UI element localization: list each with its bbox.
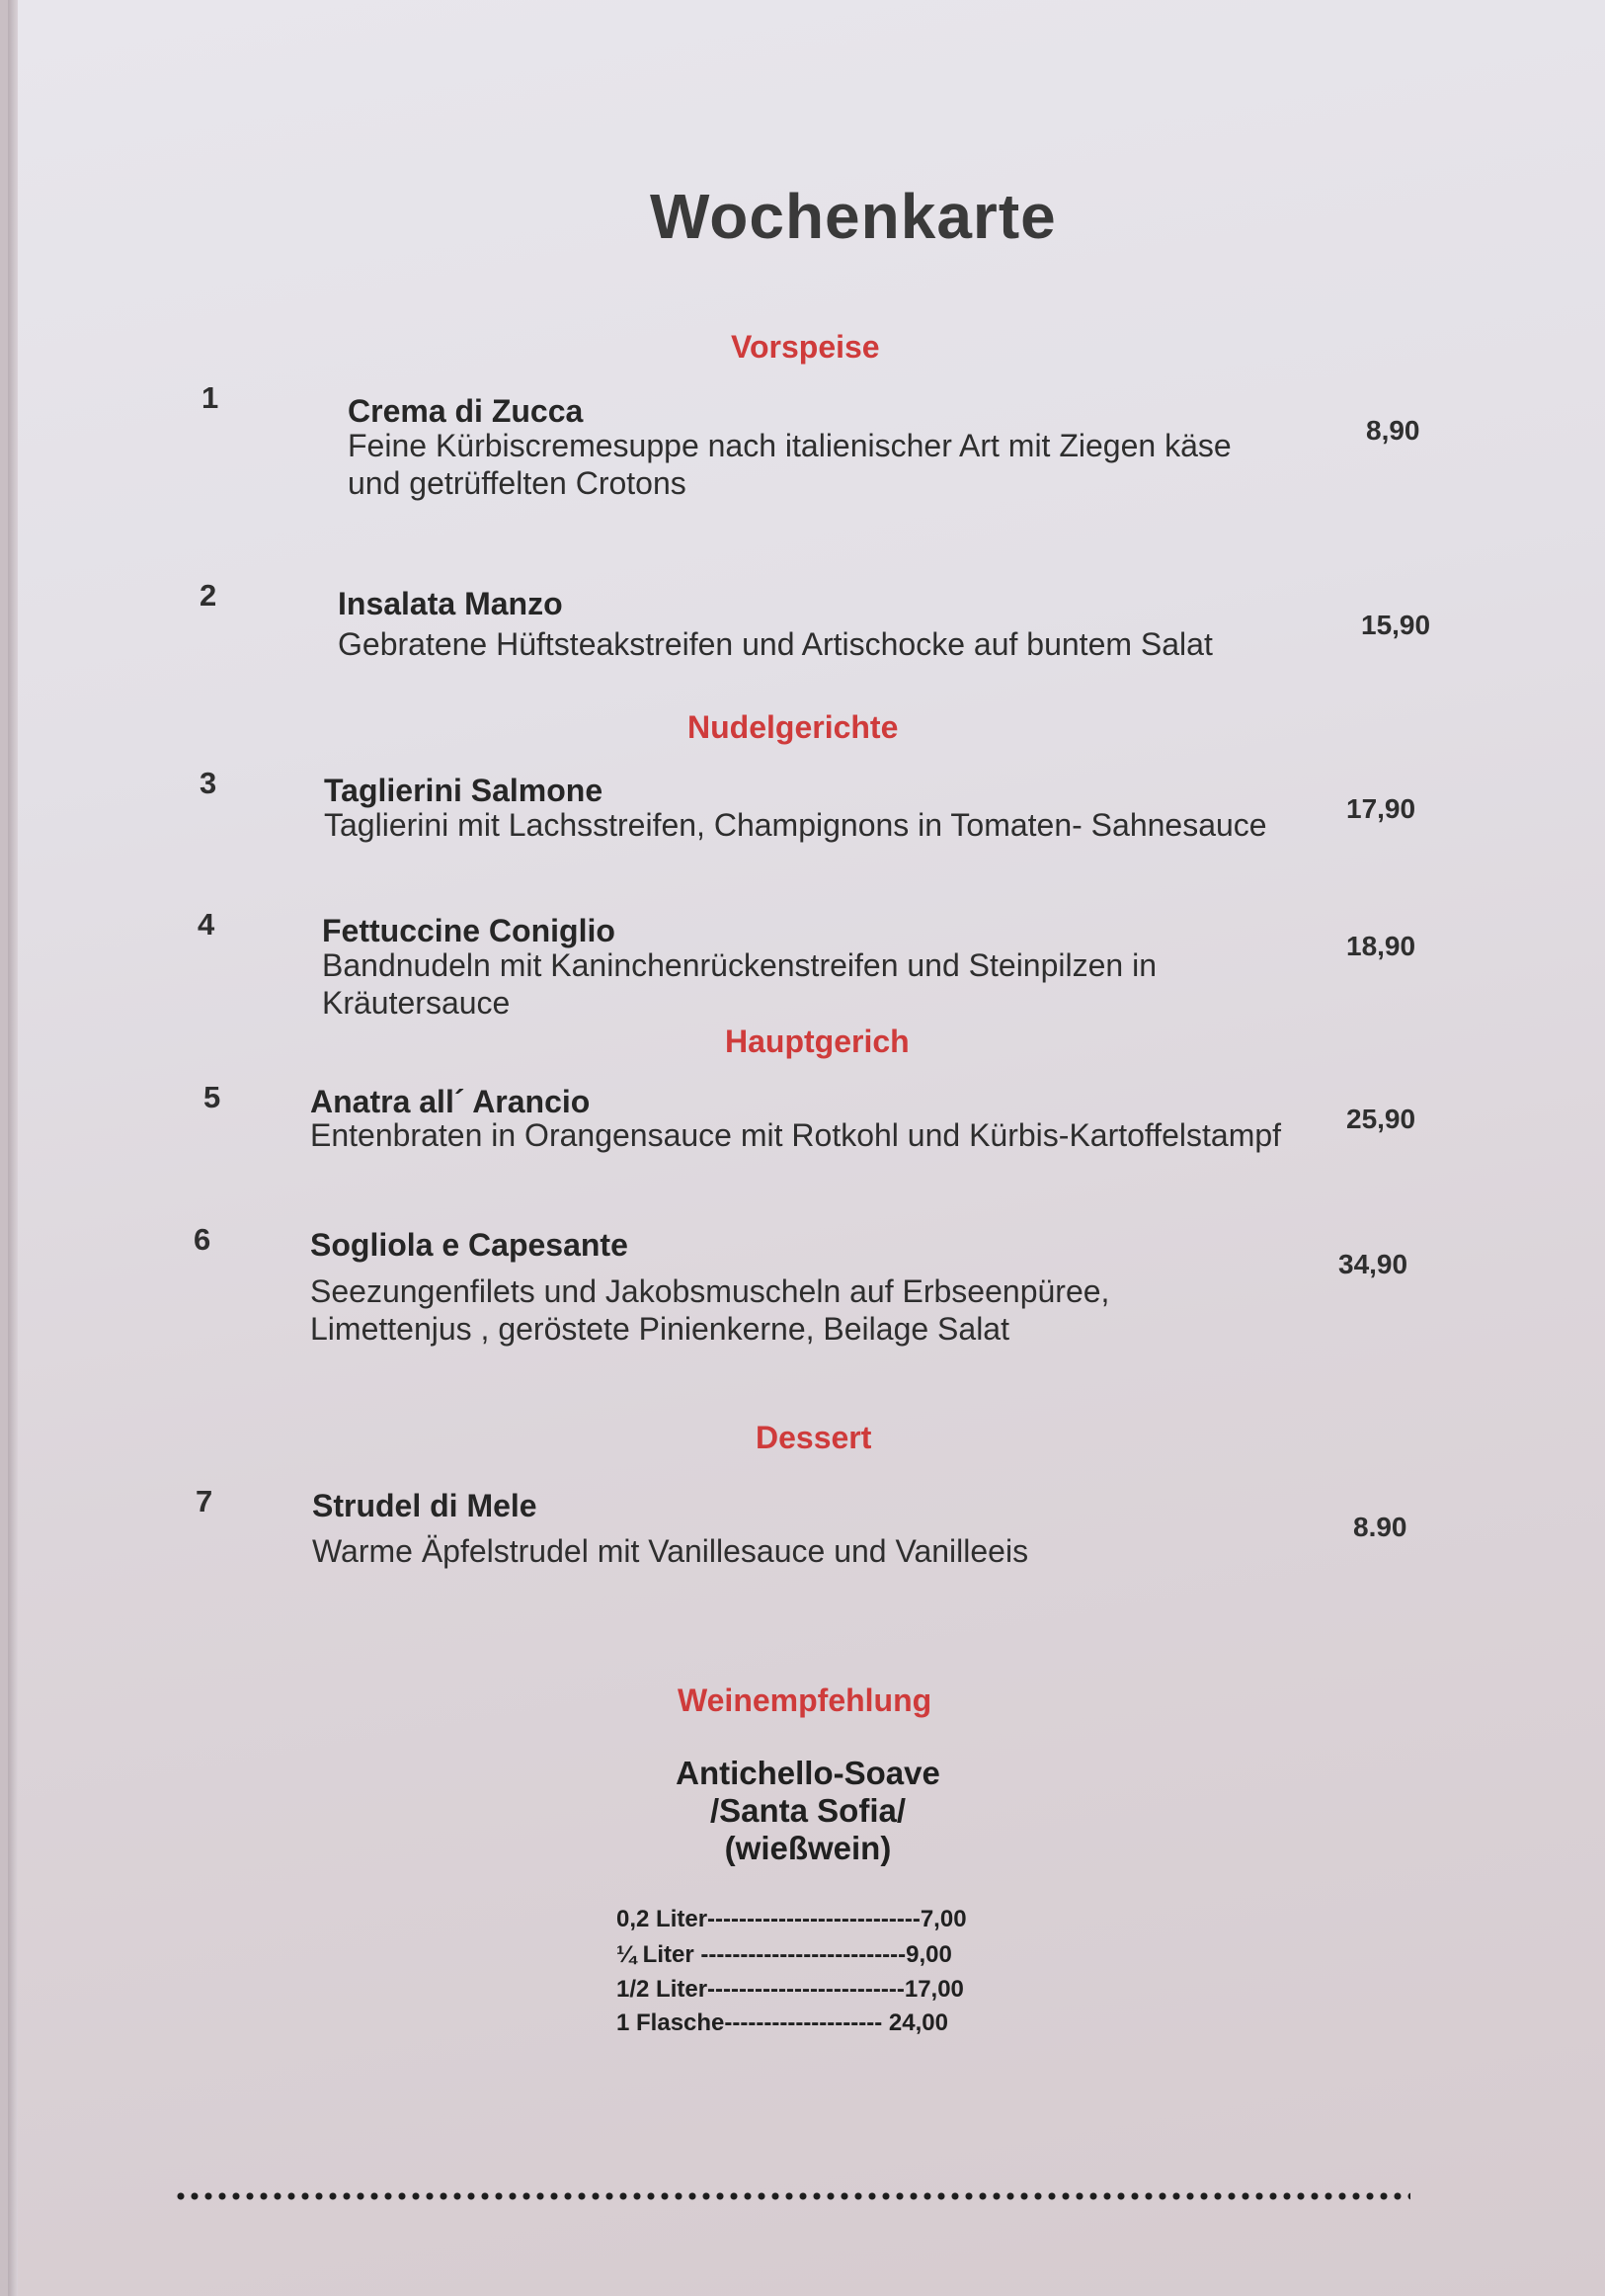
section-heading-vorspeise: Vorspeise [731,329,880,365]
dish-description: Bandnudeln mit Kaninchenrückenstreifen und Steinpilzen in Kräutersauce [322,947,1157,1021]
item-number: 5 [203,1080,221,1114]
dish-name: Strudel di Mele [312,1488,537,1523]
dish-price: 17,90 [1346,793,1416,824]
item-number: 6 [194,1222,211,1257]
section-heading-hauptgerich: Hauptgerich [725,1024,910,1059]
section-heading-nudelgerichte: Nudelgerichte [687,709,899,745]
menu-sheet [8,0,1605,2296]
dish-name: Taglierini Salmone [324,773,603,808]
dish-price: 18,90 [1346,931,1416,961]
dish-price: 15,90 [1361,610,1431,640]
wine-price-row: 0,2 Liter---------------------------7,00 [616,1906,967,1932]
dish-name: Crema di Zucca [348,393,584,429]
item-number: 4 [198,907,215,942]
dotted-divider [174,2191,1410,2201]
dish-name: Sogliola e Capesante [310,1227,628,1263]
section-heading-weinempfehlung: Weinempfehlung [678,1682,932,1718]
dish-description: Gebratene Hüftsteakstreifen und Artischocke auf buntem Salat [338,626,1213,662]
dish-price: 8.90 [1353,1512,1407,1542]
menu-title: Wochenkarte [650,181,1057,252]
dish-description: Seezungenfilets und Jakobsmuscheln auf Erbseenpüree, Limettenjus , geröstete Pinienkerne, Beilage Salat [310,1273,1110,1347]
item-number: 1 [201,380,219,415]
dish-price: 25,90 [1346,1104,1416,1134]
wine-line-3: (wießwein) [724,1830,892,1866]
dish-description: Feine Kürbiscremesuppe nach italienischer Art mit Ziegen käse und getrüffelten Crotons [348,428,1232,501]
wine-line-1: Antichello-Soave [676,1755,940,1791]
wine-price-row: 1 Flasche-------------------- 24,00 [616,2009,948,2036]
item-number: 2 [200,578,217,613]
dish-description: Taglierini mit Lachsstreifen, Champignons in Tomaten- Sahnesauce [324,807,1267,843]
wine-line-2: /Santa Sofia/ [709,1792,907,1829]
wine-price-row: 1/2 Liter-------------------------17,00 [616,1976,964,2003]
dish-price: 8,90 [1366,415,1420,446]
dish-name: Insalata Manzo [338,586,563,621]
item-number: 7 [196,1484,213,1518]
section-heading-dessert: Dessert [756,1420,872,1455]
dish-name: Fettuccine Coniglio [322,913,615,948]
item-number: 3 [200,766,217,800]
dish-description: Warme Äpfelstrudel mit Vanillesauce und Vanilleeis [312,1533,1029,1569]
dish-name: Anatra all´ Arancio [310,1084,591,1119]
wine-price-row: ¼ Liter --------------------------9,00 [616,1941,952,1968]
paper-edge-shadow [8,0,18,2296]
wine-name [650,1755,966,1867]
dish-price: 34,90 [1338,1249,1408,1279]
dish-description: Entenbraten in Orangensauce mit Rotkohl und Kürbis-Kartoffelstampf [310,1117,1282,1153]
